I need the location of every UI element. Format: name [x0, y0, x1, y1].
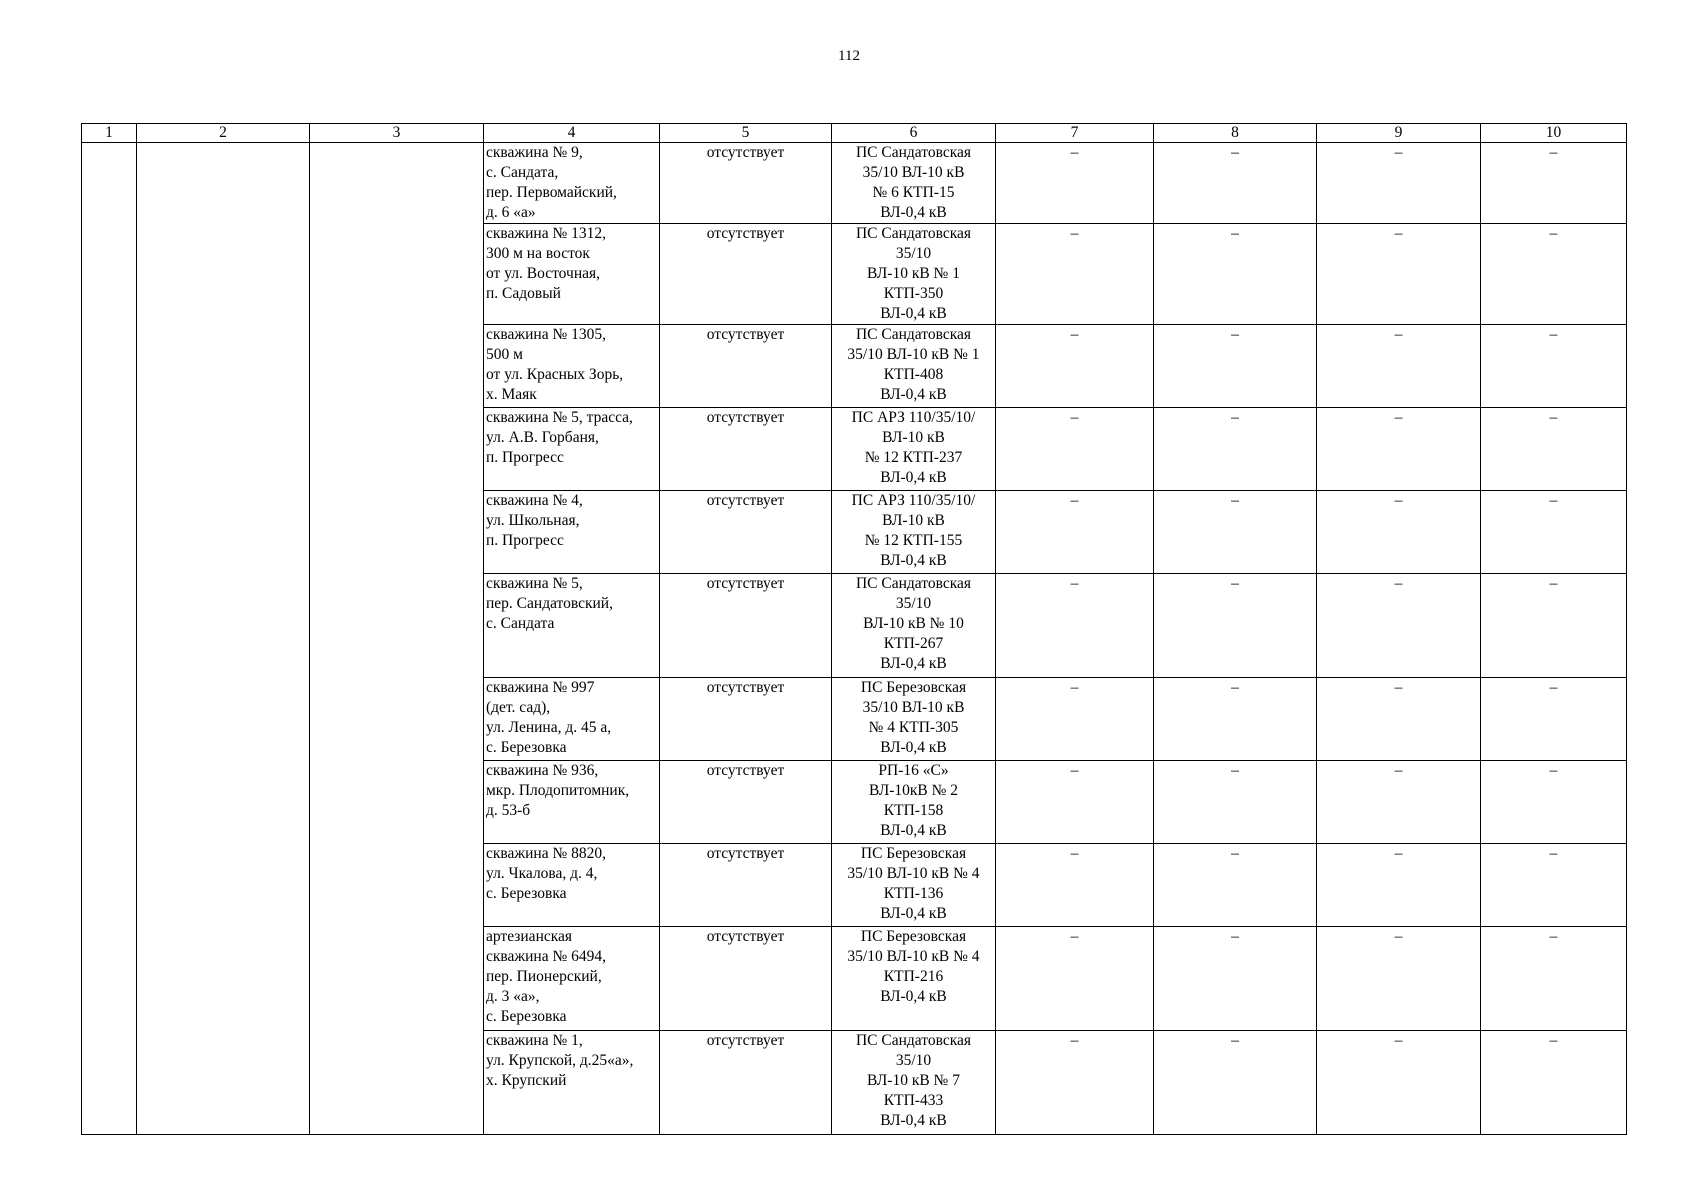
status-cell: отсутствует	[660, 844, 832, 927]
status-cell: отсутствует	[660, 678, 832, 761]
location-cell: скважина № 936, мкр. Плодопитомник, д. 53-б	[484, 761, 660, 844]
dash-cell: –	[996, 408, 1154, 491]
column-header: 7	[996, 124, 1154, 143]
dash-cell: –	[1317, 224, 1481, 325]
dash-cell: –	[1317, 491, 1481, 574]
dash-cell: –	[1481, 678, 1627, 761]
column-header: 1	[82, 124, 137, 143]
dash-cell: –	[1317, 325, 1481, 408]
document-table	[81, 123, 1627, 1135]
dash-cell: –	[1481, 1031, 1627, 1135]
power-supply-cell: ПС Сандатовская 35/10 ВЛ-10 кВ № 1 КТП-408 ВЛ-0,4 кВ	[832, 325, 996, 408]
power-supply-cell: ПС Березовская 35/10 ВЛ-10 кВ № 4 КТП-216 ВЛ-0,4 кВ	[832, 927, 996, 1031]
dash-cell: –	[1317, 143, 1481, 224]
dash-cell: –	[1481, 574, 1627, 678]
column-header: 9	[1317, 124, 1481, 143]
power-supply-cell: ПС Сандатовская 35/10 ВЛ-10 кВ № 6 КТП-15 ВЛ-0,4 кВ	[832, 143, 996, 224]
power-supply-cell: ПС АРЗ 110/35/10/ ВЛ-10 кВ № 12 КТП-237 ВЛ-0,4 кВ	[832, 408, 996, 491]
dash-cell: –	[1481, 491, 1627, 574]
dash-cell: –	[1317, 408, 1481, 491]
status-cell: отсутствует	[660, 574, 832, 678]
dash-cell: –	[996, 844, 1154, 927]
dash-cell: –	[1481, 927, 1627, 1031]
page-number: 112	[838, 48, 860, 64]
table-row	[82, 143, 1627, 224]
dash-cell: –	[1154, 408, 1317, 491]
status-cell: отсутствует	[660, 325, 832, 408]
column-header: 4	[484, 124, 660, 143]
power-supply-cell: ПС Сандатовская 35/10 ВЛ-10 кВ № 7 КТП-433 ВЛ-0,4 кВ	[832, 1031, 996, 1135]
power-supply-cell: ПС Сандатовская 35/10 ВЛ-10 кВ № 1 КТП-350 ВЛ-0,4 кВ	[832, 224, 996, 325]
dash-cell: –	[1154, 224, 1317, 325]
status-cell: отсутствует	[660, 761, 832, 844]
location-cell: скважина № 4, ул. Школьная, п. Прогресс	[484, 491, 660, 574]
dash-cell: –	[996, 761, 1154, 844]
column-header: 3	[310, 124, 484, 143]
power-supply-cell: РП-16 «С» ВЛ-10кВ № 2 КТП-158 ВЛ-0,4 кВ	[832, 761, 996, 844]
dash-cell: –	[1154, 678, 1317, 761]
dash-cell: –	[1154, 325, 1317, 408]
power-supply-cell: ПС АРЗ 110/35/10/ ВЛ-10 кВ № 12 КТП-155 ВЛ-0,4 кВ	[832, 491, 996, 574]
dash-cell: –	[996, 678, 1154, 761]
location-cell: скважина № 1312, 300 м на восток от ул. Восточная, п. Садовый	[484, 224, 660, 325]
table-body	[82, 143, 1627, 1135]
column-header: 5	[660, 124, 832, 143]
dash-cell: –	[1154, 143, 1317, 224]
status-cell: отсутствует	[660, 927, 832, 1031]
power-supply-cell: ПС Березовская 35/10 ВЛ-10 кВ № 4 КТП-305 ВЛ-0,4 кВ	[832, 678, 996, 761]
dash-cell: –	[996, 325, 1154, 408]
empty-cell	[82, 143, 137, 1135]
column-header: 10	[1481, 124, 1627, 143]
header-row	[82, 124, 1627, 143]
dash-cell: –	[1154, 844, 1317, 927]
column-header: 6	[832, 124, 996, 143]
location-cell: скважина № 997 (дет. сад), ул. Ленина, д. 45 а, с. Березовка	[484, 678, 660, 761]
location-cell: скважина № 9, с. Сандата, пер. Первомайский, д. 6 «а»	[484, 143, 660, 224]
dash-cell: –	[996, 491, 1154, 574]
dash-cell: –	[1481, 408, 1627, 491]
dash-cell: –	[1317, 761, 1481, 844]
dash-cell: –	[996, 1031, 1154, 1135]
location-cell: скважина № 8820, ул. Чкалова, д. 4, с. Березовка	[484, 844, 660, 927]
dash-cell: –	[1481, 844, 1627, 927]
dash-cell: –	[1317, 678, 1481, 761]
empty-cell	[310, 143, 484, 1135]
dash-cell: –	[1154, 927, 1317, 1031]
status-cell: отсутствует	[660, 143, 832, 224]
location-cell: скважина № 5, трасса, ул. А.В. Горбаня, п. Прогресс	[484, 408, 660, 491]
location-cell: артезианская скважина № 6494, пер. Пионерский, д. 3 «а», с. Березовка	[484, 927, 660, 1031]
location-cell: скважина № 1, ул. Крупской, д.25«а», х. Крупский	[484, 1031, 660, 1135]
column-header: 8	[1154, 124, 1317, 143]
dash-cell: –	[1154, 491, 1317, 574]
dash-cell: –	[996, 927, 1154, 1031]
dash-cell: –	[1154, 574, 1317, 678]
empty-cell	[137, 143, 310, 1135]
dash-cell: –	[1481, 761, 1627, 844]
dash-cell: –	[1481, 224, 1627, 325]
status-cell: отсутствует	[660, 1031, 832, 1135]
dash-cell: –	[1154, 761, 1317, 844]
power-supply-cell: ПС Березовская 35/10 ВЛ-10 кВ № 4 КТП-136 ВЛ-0,4 кВ	[832, 844, 996, 927]
dash-cell: –	[1317, 927, 1481, 1031]
dash-cell: –	[1317, 1031, 1481, 1135]
dash-cell: –	[1317, 844, 1481, 927]
power-supply-cell: ПС Сандатовская 35/10 ВЛ-10 кВ № 10 КТП-267 ВЛ-0,4 кВ	[832, 574, 996, 678]
location-cell: скважина № 5, пер. Сандатовский, с. Сандата	[484, 574, 660, 678]
dash-cell: –	[996, 574, 1154, 678]
status-cell: отсутствует	[660, 491, 832, 574]
dash-cell: –	[1481, 325, 1627, 408]
dash-cell: –	[996, 224, 1154, 325]
dash-cell: –	[996, 143, 1154, 224]
status-cell: отсутствует	[660, 408, 832, 491]
location-cell: скважина № 1305, 500 м от ул. Красных Зорь, х. Маяк	[484, 325, 660, 408]
dash-cell: –	[1317, 574, 1481, 678]
dash-cell: –	[1154, 1031, 1317, 1135]
status-cell: отсутствует	[660, 224, 832, 325]
column-header: 2	[137, 124, 310, 143]
dash-cell: –	[1481, 143, 1627, 224]
